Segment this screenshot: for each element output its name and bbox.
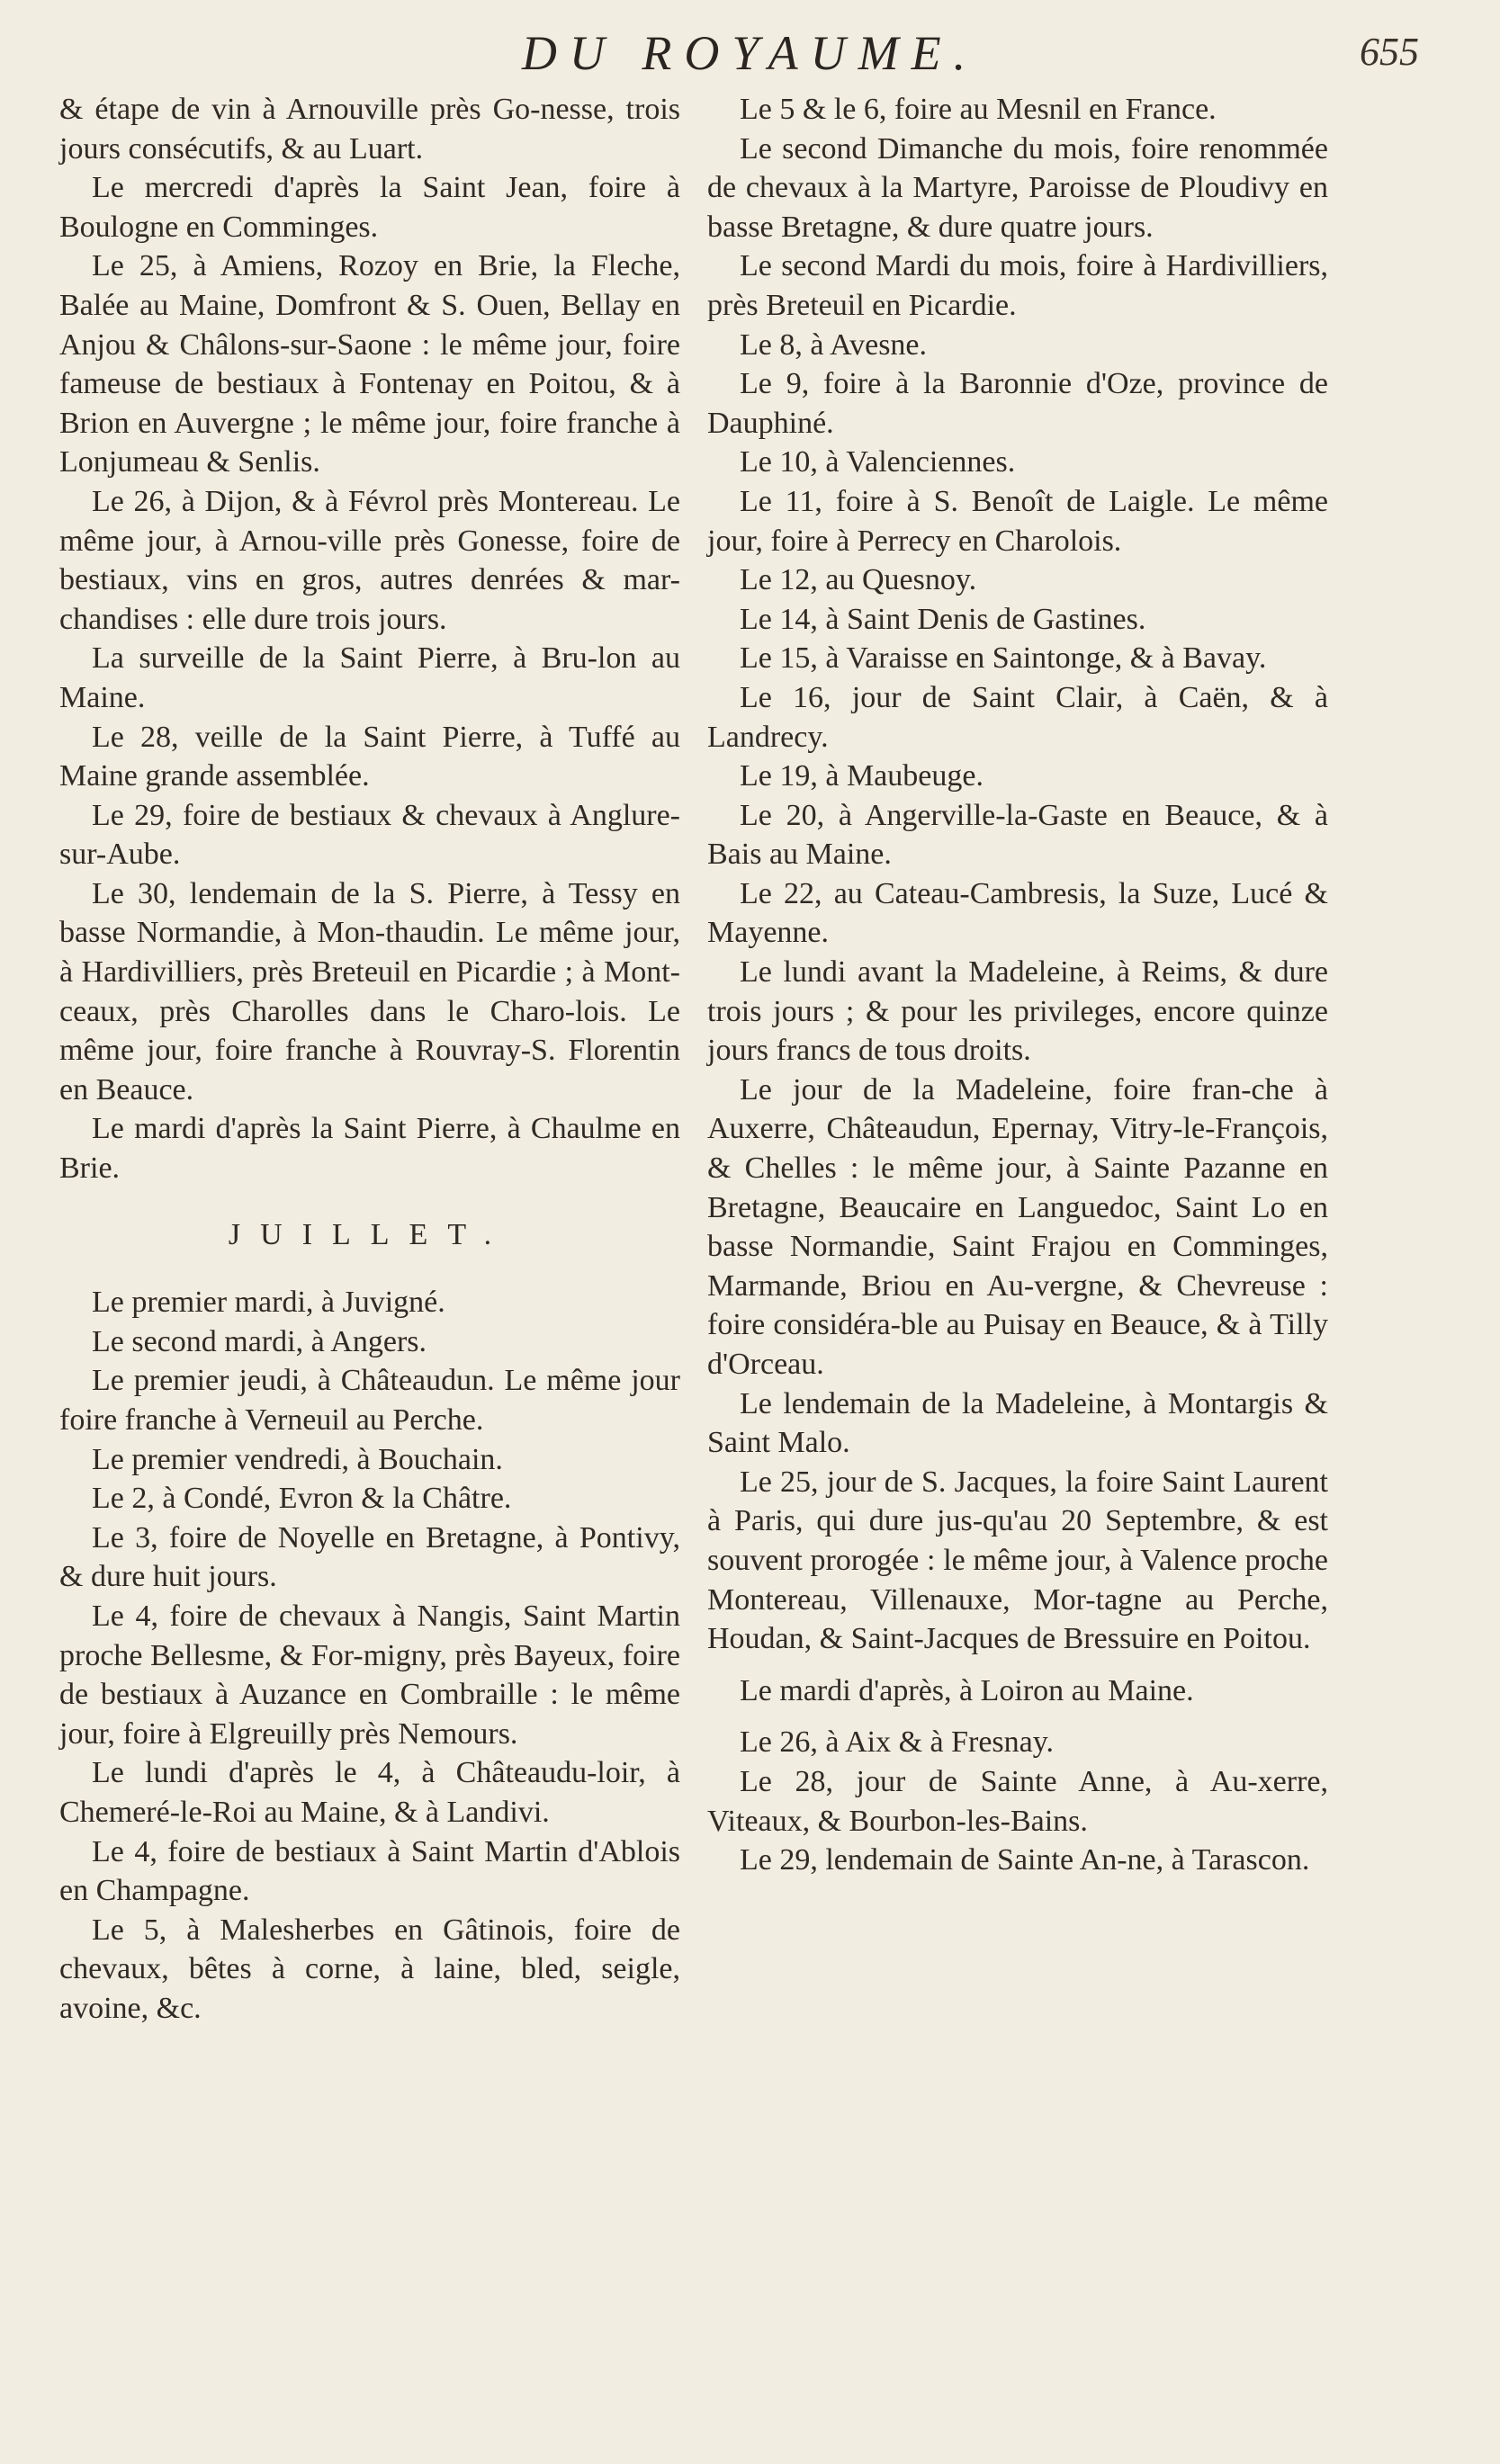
paragraph: Le mardi d'après la Saint Pierre, à Chaulme en Brie. (59, 1112, 680, 1186)
paragraph: & étape de vin à Arnouville près Go-nesse, trois jours consécutifs, & au Luart. (59, 93, 680, 166)
paragraph: Le jour de la Madeleine, foire fran-che à Auxerre, Châteaudun, Epernay, Vitry-le-François, & Chelles : le même jour, à Sainte Pazanne en Bretagne, Beaucaire en Languedoc, Saint Lo en basse Normandie, Saint Frajou en Comminges, Marmande, Briou en Au-vergne, & Chevreuse : foire considéra-ble au Puisay en Beauce, & à Tilly d'Orceau. (707, 1072, 1328, 1381)
paragraph: Le 2, à Condé, Evron & la Châtre. (92, 1482, 512, 1516)
paragraph: Le 25, jour de S. Jacques, la foire Saint Laurent à Paris, qui dure jus-qu'au 20 Septembre, & est souvent prorogée : le même jour, à Valence proche Montereau, Villenauxe, Mor-tagne au Perche, Houdan, & Saint-Jacques de Bressuire en Poitou. (707, 1465, 1328, 1656)
paragraph: Le 20, à Angerville-la-Gaste en Beauce, & à Bais au Maine. (707, 798, 1328, 872)
paragraph: Le lendemain de la Madeleine, à Montargis & Saint Malo. (707, 1386, 1328, 1460)
page-header (36, 25, 1464, 88)
paragraph: Le second Dimanche du mois, foire renommée de chevaux à la Martyre, Paroisse de Ploudivy en basse Bretagne, & dure quatre jours. (707, 131, 1328, 244)
left-column (59, 90, 680, 2029)
paragraph: Le 30, lendemain de la S. Pierre, à Tessy en basse Normandie, à Mon-thaudin. Le même jour, à Hardivilliers, près Breteuil en Picardie ; à Mont-ceaux, près Charolles dans le Charo-lois. Le même jour, foire franche à Rouvray-S. Florentin en Beauce. (59, 876, 680, 1107)
spacer (707, 1710, 1328, 1723)
paragraph: Le 22, au Cateau-Cambresis, la Suze, Lucé & Mayenne. (707, 876, 1328, 950)
paragraph: Le 25, à Amiens, Rozoy en Brie, la Fleche, Balée au Maine, Domfront & S. Ouen, Bellay en Anjou & Châlons-sur-Saone : le même jour, foire fameuse de bestiaux à Fontenay en Poitou, & à Brion en Auvergne ; le même jour, foire franche à Lonjumeau & Senlis. (59, 249, 680, 479)
paragraph: Le 28, jour de Sainte Anne, à Au-xerre, Viteaux, & Bourbon-les-Bains. (707, 1764, 1328, 1838)
paragraph: Le 16, jour de Saint Clair, à Caën, & à Landrecy. (707, 680, 1328, 754)
section-heading: JUILLET. (228, 1217, 512, 1251)
paragraph: Le premier jeudi, à Châteaudun. Le même jour foire franche à Verneuil au Perche. (59, 1364, 680, 1437)
paragraph: Le 26, à Aix & à Fresnay. (740, 1725, 1055, 1760)
paragraph: Le lundi d'après le 4, à Châteaudu-loir, à Chemeré-le-Roi au Maine, & à Landivi. (59, 1756, 680, 1829)
paragraph: Le 4, foire de chevaux à Nangis, Saint Martin proche Bellesme, & For-migny, près Bayeux, foire de bestiaux à Auzance en Combraille : le même jour, foire à Elgreuilly près Nemours. (59, 1599, 680, 1751)
paragraph: Le 29, foire de bestiaux & chevaux à Anglure-sur-Aube. (59, 798, 680, 872)
right-column (707, 90, 1328, 1880)
paragraph: Le 9, foire à la Baronnie d'Oze, province de Dauphiné. (707, 367, 1328, 440)
page-number: 655 (1360, 30, 1419, 74)
paragraph: Le second Mardi du mois, foire à Hardivilliers, près Breteuil en Picardie. (707, 249, 1328, 322)
paragraph: Le 12, au Quesnoy. (740, 563, 977, 597)
paragraph: Le second mardi, à Angers. (92, 1324, 427, 1358)
paragraph: Le 26, à Dijon, & à Févrol près Montereau. Le même jour, à Arnou-ville près Gonesse, foire de bestiaux, vins en gros, autres denrées & mar-chandises : elle dure trois jours. (59, 484, 680, 636)
paragraph: Le 5 & le 6, foire au Mesnil en France. (740, 93, 1217, 126)
paragraph: Le 19, à Maubeuge. (740, 759, 984, 793)
paragraph: Le 29, lendemain de Sainte An-ne, à Tarascon. (740, 1843, 1310, 1877)
paragraph: Le 11, foire à S. Benoît de Laigle. Le même jour, foire à Perrecy en Charolois. (707, 484, 1328, 558)
paragraph: Le premier vendredi, à Bouchain. (92, 1442, 503, 1476)
paragraph: Le 28, veille de la Saint Pierre, à Tuffé au Maine grande assemblée. (59, 720, 680, 793)
paragraph: Le mardi d'après, à Loiron au Maine. (740, 1673, 1194, 1707)
paragraph: Le 4, foire de bestiaux à Saint Martin d'Ablois en Champagne. (59, 1834, 680, 1908)
paragraph: Le 14, à Saint Denis de Gastines. (740, 602, 1146, 636)
paragraph: Le 5, à Malesherbes en Gâtinois, foire de chevaux, bêtes à corne, à laine, bled, seigle, avoine, &c. (59, 1913, 680, 2025)
running-title: DU ROYAUME. (521, 26, 979, 80)
paragraph: La surveille de la Saint Pierre, à Bru-lon au Maine. (59, 641, 680, 714)
paragraph: Le mercredi d'après la Saint Jean, foire à Boulogne en Comminges. (59, 171, 680, 244)
paragraph: Le 3, foire de Noyelle en Bretagne, à Pontivy, & dure huit jours. (59, 1520, 680, 1594)
paragraph: Le 15, à Varaisse en Saintonge, & à Bavay. (740, 641, 1267, 676)
paragraph: Le premier mardi, à Juvigné. (92, 1286, 445, 1320)
paragraph: Le 10, à Valenciennes. (740, 445, 1016, 479)
paragraph: Le 8, à Avesne. (740, 327, 928, 362)
spacer (707, 1659, 1328, 1671)
paragraph: Le lundi avant la Madeleine, à Reims, & dure trois jours ; & pour les privileges, encore quinze jours francs de tous droits. (707, 955, 1328, 1068)
